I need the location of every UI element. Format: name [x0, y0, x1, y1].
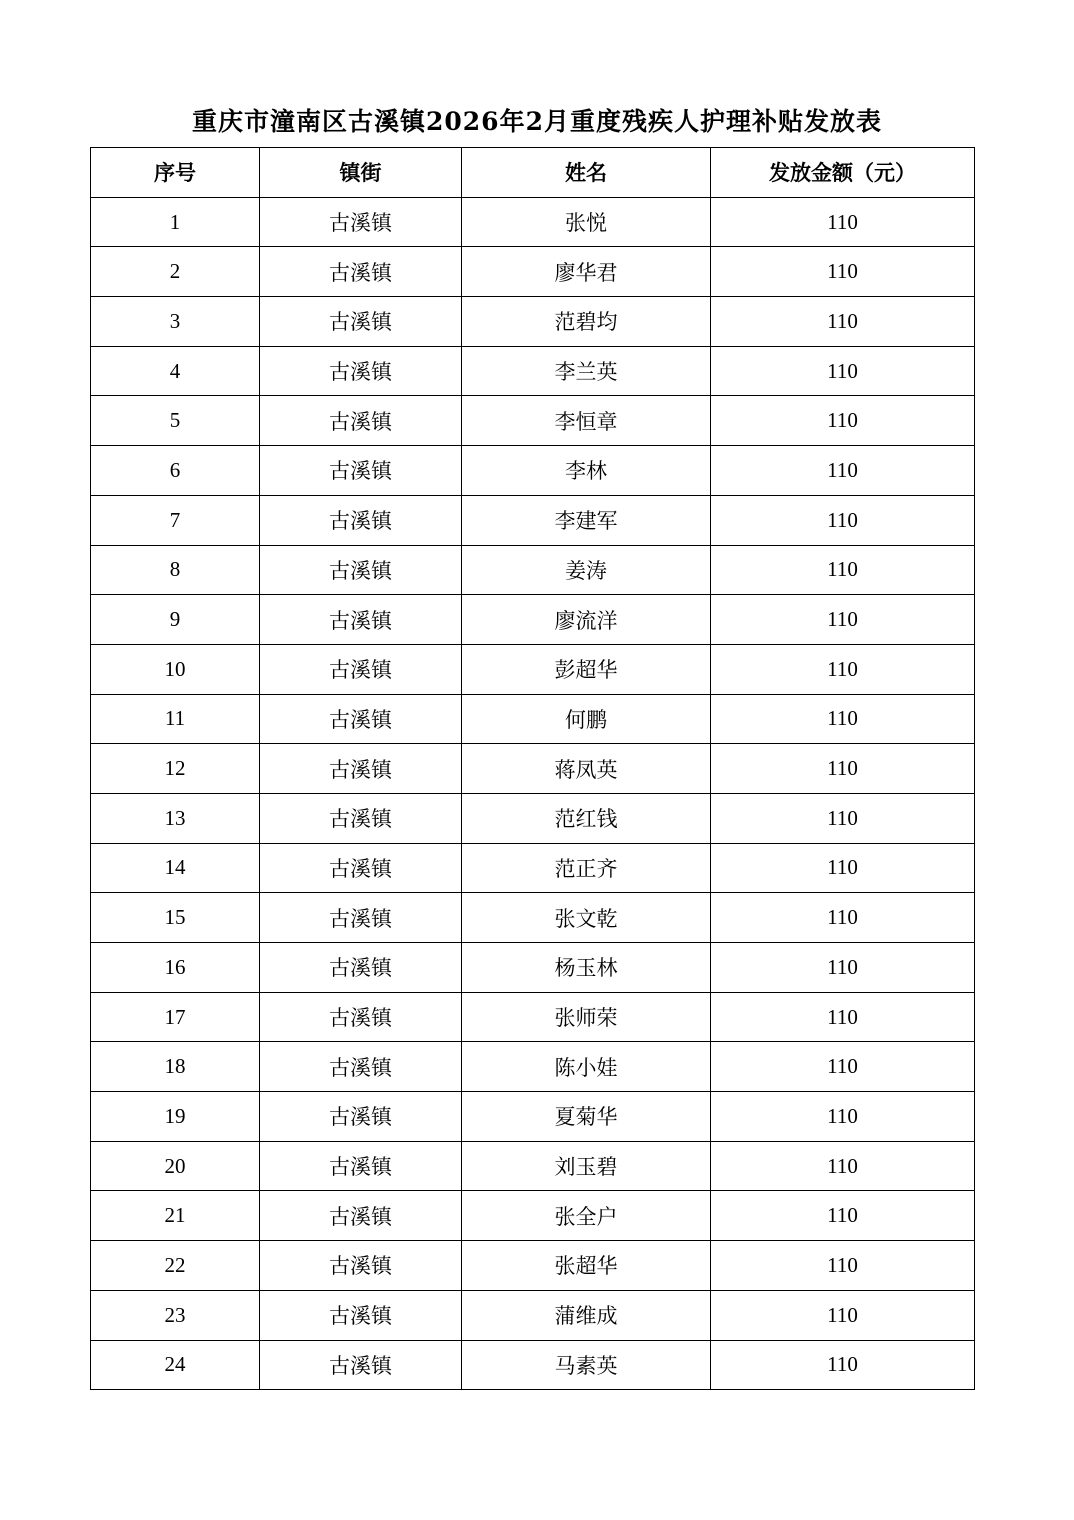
header-town: 镇街	[260, 148, 462, 198]
table-row	[91, 1191, 975, 1241]
table-row	[91, 396, 975, 446]
cell-amount: 110	[711, 744, 975, 794]
table-row	[91, 992, 975, 1042]
cell-amount: 110	[711, 843, 975, 893]
cell-name: 蒋凤英	[462, 744, 711, 794]
table-row	[91, 247, 975, 297]
document-title: 重庆市潼南区古溪镇2026年2月重度残疾人护理补贴发放表	[192, 107, 882, 136]
cell-town: 古溪镇	[260, 396, 462, 446]
header-amount: 发放金额（元）	[711, 148, 975, 198]
cell-serial-number: 10	[91, 644, 260, 694]
cell-name: 彭超华	[462, 644, 711, 694]
cell-serial-number: 20	[91, 1141, 260, 1191]
cell-serial-number: 24	[91, 1340, 260, 1390]
cell-town: 古溪镇	[260, 793, 462, 843]
cell-serial-number: 3	[91, 297, 260, 347]
table-body	[91, 197, 975, 1390]
table-row	[91, 793, 975, 843]
cell-name: 姜涛	[462, 545, 711, 595]
cell-town: 古溪镇	[260, 297, 462, 347]
cell-serial-number: 16	[91, 943, 260, 993]
cell-town: 古溪镇	[260, 644, 462, 694]
cell-town: 古溪镇	[260, 446, 462, 496]
cell-amount: 110	[711, 1042, 975, 1092]
table-row	[91, 843, 975, 893]
cell-name: 李恒章	[462, 396, 711, 446]
cell-town: 古溪镇	[260, 197, 462, 247]
cell-name: 马素英	[462, 1340, 711, 1390]
cell-amount: 110	[711, 943, 975, 993]
cell-town: 古溪镇	[260, 1092, 462, 1142]
table-row	[91, 346, 975, 396]
cell-name: 范红钱	[462, 793, 711, 843]
cell-town: 古溪镇	[260, 595, 462, 645]
cell-town: 古溪镇	[260, 1042, 462, 1092]
cell-town: 古溪镇	[260, 1191, 462, 1241]
table-row	[91, 1290, 975, 1340]
cell-amount: 110	[711, 1141, 975, 1191]
cell-name: 廖流洋	[462, 595, 711, 645]
cell-serial-number: 1	[91, 197, 260, 247]
cell-amount: 110	[711, 644, 975, 694]
cell-serial-number: 17	[91, 992, 260, 1042]
cell-serial-number: 5	[91, 396, 260, 446]
cell-town: 古溪镇	[260, 495, 462, 545]
cell-amount: 110	[711, 545, 975, 595]
table-row	[91, 893, 975, 943]
cell-name: 何鹏	[462, 694, 711, 744]
table-row	[91, 1092, 975, 1142]
cell-town: 古溪镇	[260, 1290, 462, 1340]
cell-amount: 110	[711, 595, 975, 645]
cell-name: 蒲维成	[462, 1290, 711, 1340]
cell-town: 古溪镇	[260, 1141, 462, 1191]
cell-serial-number: 18	[91, 1042, 260, 1092]
cell-amount: 110	[711, 992, 975, 1042]
cell-town: 古溪镇	[260, 694, 462, 744]
cell-amount: 110	[711, 793, 975, 843]
cell-amount: 110	[711, 893, 975, 943]
cell-serial-number: 9	[91, 595, 260, 645]
table-row	[91, 694, 975, 744]
table-row	[91, 495, 975, 545]
cell-name: 夏菊华	[462, 1092, 711, 1142]
cell-serial-number: 8	[91, 545, 260, 595]
cell-serial-number: 7	[91, 495, 260, 545]
cell-amount: 110	[711, 346, 975, 396]
cell-serial-number: 6	[91, 446, 260, 496]
cell-serial-number: 21	[91, 1191, 260, 1241]
table-row	[91, 297, 975, 347]
cell-name: 范正齐	[462, 843, 711, 893]
cell-name: 张文乾	[462, 893, 711, 943]
table-row	[91, 545, 975, 595]
cell-name: 李林	[462, 446, 711, 496]
cell-serial-number: 23	[91, 1290, 260, 1340]
cell-serial-number: 15	[91, 893, 260, 943]
cell-serial-number: 19	[91, 1092, 260, 1142]
cell-amount: 110	[711, 1191, 975, 1241]
cell-name: 张师荣	[462, 992, 711, 1042]
table-row	[91, 1141, 975, 1191]
cell-town: 古溪镇	[260, 893, 462, 943]
cell-name: 范碧均	[462, 297, 711, 347]
cell-amount: 110	[711, 1092, 975, 1142]
table-row	[91, 1241, 975, 1291]
table-row	[91, 595, 975, 645]
cell-name: 刘玉碧	[462, 1141, 711, 1191]
cell-name: 李兰英	[462, 346, 711, 396]
cell-town: 古溪镇	[260, 843, 462, 893]
cell-serial-number: 11	[91, 694, 260, 744]
table-row	[91, 446, 975, 496]
cell-name: 张悦	[462, 197, 711, 247]
header-serial-number: 序号	[91, 148, 260, 198]
cell-town: 古溪镇	[260, 346, 462, 396]
cell-name: 廖华君	[462, 247, 711, 297]
cell-amount: 110	[711, 495, 975, 545]
cell-town: 古溪镇	[260, 1340, 462, 1390]
cell-town: 古溪镇	[260, 545, 462, 595]
cell-amount: 110	[711, 446, 975, 496]
cell-amount: 110	[711, 247, 975, 297]
table-row	[91, 1340, 975, 1390]
cell-name: 张超华	[462, 1241, 711, 1291]
cell-amount: 110	[711, 1340, 975, 1390]
cell-town: 古溪镇	[260, 247, 462, 297]
cell-name: 张全户	[462, 1191, 711, 1241]
cell-amount: 110	[711, 1241, 975, 1291]
cell-town: 古溪镇	[260, 1241, 462, 1291]
cell-serial-number: 4	[91, 346, 260, 396]
cell-amount: 110	[711, 396, 975, 446]
subsidy-table	[90, 147, 975, 1390]
cell-town: 古溪镇	[260, 992, 462, 1042]
cell-serial-number: 14	[91, 843, 260, 893]
cell-serial-number: 12	[91, 744, 260, 794]
table-row	[91, 1042, 975, 1092]
table-header-row	[91, 148, 975, 198]
cell-name: 李建军	[462, 495, 711, 545]
cell-amount: 110	[711, 694, 975, 744]
cell-name: 杨玉林	[462, 943, 711, 993]
cell-name: 陈小娃	[462, 1042, 711, 1092]
cell-serial-number: 2	[91, 247, 260, 297]
cell-town: 古溪镇	[260, 744, 462, 794]
cell-town: 古溪镇	[260, 943, 462, 993]
table-row	[91, 744, 975, 794]
header-name: 姓名	[462, 148, 711, 198]
cell-amount: 110	[711, 297, 975, 347]
cell-serial-number: 22	[91, 1241, 260, 1291]
cell-amount: 110	[711, 197, 975, 247]
table-row	[91, 644, 975, 694]
cell-amount: 110	[711, 1290, 975, 1340]
cell-serial-number: 13	[91, 793, 260, 843]
table-row	[91, 943, 975, 993]
table-row	[91, 197, 975, 247]
